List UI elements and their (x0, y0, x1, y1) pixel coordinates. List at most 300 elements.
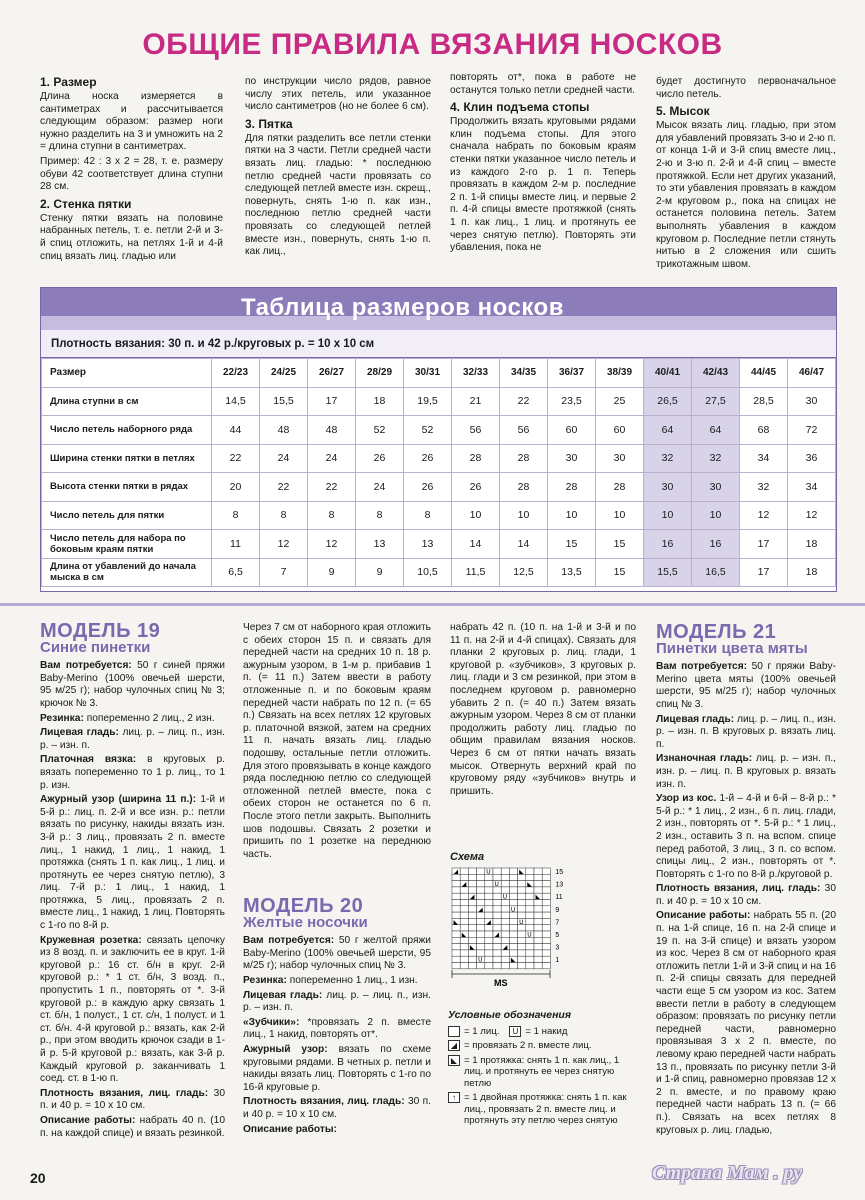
model20-picot: *провязать 2 п. вместе лиц., 1 накид, повторять от*. (243, 1016, 431, 1041)
chart-cell (534, 881, 542, 887)
chart-cell (542, 900, 550, 906)
chart-cell (493, 925, 501, 931)
knit-symbol-icon (448, 1026, 460, 1037)
model21-col (656, 621, 836, 1139)
size-table-cell: 15,5 (260, 387, 308, 416)
chart-cell (477, 893, 485, 899)
size-header-label: Размер (42, 359, 212, 388)
size-column-header: 32/33 (452, 359, 500, 388)
size-column-header: 30/31 (404, 359, 452, 388)
chart-cell (460, 944, 468, 950)
model19-desc-cont: Через 7 см от наборного края отложить с обеих сторон 15 п. и связать для передней части на средних 10 п. 18 р. ажурным узором, в 1-м р. прибавив 1 п. (= 11 п.) Затем ввести в работу отложенные п. и по боковым краям передней части набрать по 12 п. (= 65 п.) Связать на всех петлях 12 круговых р. платочной вязкой, затем на средних 11 п. начать вязать лиц. гладью подошву, остальные петли отложить. Для этого провязывать в конце каждого ряда последнюю петлю со следующей отложенной петлей вместе, пока с обеих сторон не останется по 6 п. После этого петли закрыть. Выполнить шов подошвы. Связать 2 розетки и пришить по 1 розетке на переднюю часть. (243, 622, 431, 860)
chart-cell (542, 963, 550, 969)
chart-cell (509, 944, 517, 950)
chart-cell (485, 893, 493, 899)
chart-cell (526, 956, 534, 962)
chart-cell (501, 918, 509, 924)
size-column-header: 44/45 (740, 359, 788, 388)
chart-cell (493, 918, 501, 924)
chart-cell (485, 900, 493, 906)
size-table-cell: 10 (452, 501, 500, 530)
chart-cell (485, 956, 493, 962)
page-title: ОБЩИЕ ПРАВИЛА ВЯЗАНИЯ НОСКОВ (142, 28, 723, 61)
model21-density: 30 п. и 40 р. = 10 х 10 см. (656, 883, 836, 907)
chart-stitch-symbol: ◣ (510, 956, 516, 964)
chart-cell (534, 887, 542, 893)
chart-cell (493, 950, 501, 956)
chart-cell (485, 912, 493, 918)
chart-cell (542, 950, 550, 956)
chart-cell (534, 950, 542, 956)
size-table-cell: 34 (740, 444, 788, 473)
chart-cell (509, 918, 517, 924)
chart-stitch-symbol: ◢ (502, 944, 508, 952)
chart-cell (509, 874, 517, 880)
section-gusset-text: Продолжить вязать круговыми рядами клин подъема стопы. Для этого сначала набрать по боковым краям стенки пятки указанное число петель и из каждого 2-го р. 1 п. Теперь провязать в каждом 2-м р. последние 2 п. 1-й спицы вместе лиц. и первые 2 п. 4-й спицы вместе протяжкой (снять 1 п. как лиц., 1 лиц. и протянуть ее через снятую петлю). Повторять эти убавления, пока не (450, 116, 636, 254)
size-table-cell: 28,5 (740, 387, 788, 416)
section-heel-wall-cont: по инструкции число рядов, равное числу этих петель, или указанное число сантиметров (но не более 6 см). (245, 76, 431, 113)
model19-desc: набрать 40 п. (10 п. на каждой спице) и вязать резинкой. (40, 1114, 225, 1139)
chart-cell (534, 963, 542, 969)
chart-cell (468, 931, 476, 937)
chart-cell (518, 937, 526, 943)
size-table-cell: 44 (212, 416, 260, 445)
model20-need: 50 г желтой пряжи Baby-Merino (100% овечьей шерсти, 95 м/25 г); набор чулочных спиц № 3. (243, 935, 431, 972)
size-table-cell: 22 (212, 444, 260, 473)
model21-reverse: лиц. р. – изн. п., изн. р. – лиц. п. В круговых р. вязать изн. п. (656, 753, 836, 790)
chart-cell (452, 931, 460, 937)
size-table-cell: 23,5 (548, 387, 596, 416)
size-column-header: 34/35 (500, 359, 548, 388)
chart-cell (509, 868, 517, 874)
size-table-cell: 8 (212, 501, 260, 530)
chart-cell (460, 925, 468, 931)
chart-cell (485, 963, 493, 969)
chart-stitch-symbol: ◣ (527, 881, 532, 889)
size-table-cell: 68 (740, 416, 788, 445)
chart-cell (452, 963, 460, 969)
size-table-cell: 64 (644, 416, 692, 445)
size-table-cell: 10 (692, 501, 740, 530)
chart-cell (542, 893, 550, 899)
rules-col-1 (40, 72, 223, 265)
size-column-header: 40/41 (644, 359, 692, 388)
chart-row-number: 1 (555, 957, 560, 965)
chart-cell (509, 937, 517, 943)
size-table-cell: 26 (452, 473, 500, 502)
model20-lace: вязать по схеме круговыми рядами. В четных р. петли и накиды вязать лиц. Повторять с 1-го по 16-й круговые р. (243, 1043, 431, 1093)
schema-label: Схема (450, 851, 485, 863)
model19-density-label: Плотность вязания, лиц. гладь: (40, 1087, 209, 1099)
chart-cell (452, 956, 460, 962)
size-table-cell: 15 (596, 530, 644, 559)
size-table-cell: 7 (260, 558, 308, 587)
size-table-cell: 10,5 (404, 558, 452, 587)
chart-stitch-symbol: ◣ (469, 944, 475, 952)
chart-cell (468, 906, 476, 912)
chart-cell (518, 906, 526, 912)
size-table-cell: 48 (308, 416, 356, 445)
size-table-cell: 14,5 (212, 387, 260, 416)
size-column-header: 42/43 (692, 359, 740, 388)
size-row-label: Число петель для набора по боковым краям пятки (42, 530, 212, 559)
chart-cell (477, 925, 485, 931)
size-table-cell: 15 (596, 558, 644, 587)
chart-cell (468, 912, 476, 918)
legend-item (448, 1040, 628, 1052)
size-table-cell: 30 (788, 387, 836, 416)
chart-cell (452, 881, 460, 887)
chart-cell (493, 944, 501, 950)
chart-cell (452, 893, 460, 899)
size-table-cell: 52 (356, 416, 404, 445)
model19-rib: попеременно 2 лиц., 2 изн. (86, 712, 215, 724)
chart-cell (501, 963, 509, 969)
size-table-cell: 18 (788, 558, 836, 587)
chart-cell (493, 874, 501, 880)
size-table-cell: 12 (260, 530, 308, 559)
chart-stitch-symbol: ◢ (478, 906, 483, 914)
chart-cell (485, 887, 493, 893)
chart-cell (509, 931, 517, 937)
size-table-cell: 25 (596, 387, 644, 416)
chart-cell (534, 912, 542, 918)
chart-cell (468, 887, 476, 893)
chart-cell (477, 950, 485, 956)
chart-cell (485, 937, 493, 943)
k2tog-symbol-icon: ◢ (448, 1040, 460, 1051)
size-table-cell: 10 (500, 501, 548, 530)
legend-text: = 1 накид (525, 1025, 568, 1037)
double-decrease-symbol-icon: ↑ (448, 1092, 460, 1103)
chart-cell (518, 963, 526, 969)
size-table-grid (41, 358, 836, 587)
chart-legend (448, 1010, 628, 1130)
legend-text: = 1 протяжка: снять 1 п. как лиц., 1 лиц. и протянуть ее через снятую петлю (464, 1054, 620, 1089)
chart-stitch-symbol: ◣ (453, 918, 459, 926)
size-column-header: 36/37 (548, 359, 596, 388)
size-table-cell: 10 (644, 501, 692, 530)
chart-cell (542, 925, 550, 931)
model20-rib: попеременно 1 лиц., 1 изн. (289, 974, 418, 986)
model19-col-b (243, 622, 431, 863)
chart-row-number: 5 (555, 932, 560, 939)
size-row-label: Длина ступни в см (42, 387, 212, 416)
chart-cell (460, 956, 468, 962)
chart-cell (542, 944, 550, 950)
lace-chart (450, 866, 580, 991)
size-table-cell: 26 (404, 444, 452, 473)
size-table-cell: 17 (740, 530, 788, 559)
chart-cell (534, 918, 542, 924)
legend-title: Условные обозначения (448, 1009, 572, 1021)
section-gusset-cont: будет достигнуто первоначальное число петель. (656, 76, 836, 100)
chart-cell (526, 918, 534, 924)
size-table-cell: 26 (404, 473, 452, 502)
chart-cell (542, 881, 550, 887)
size-table-cell: 15 (548, 530, 596, 559)
size-table-cell: 16,5 (692, 558, 740, 587)
chart-cell (509, 925, 517, 931)
size-table-cell: 24 (260, 444, 308, 473)
chart-cell (477, 931, 485, 937)
size-table-cell: 20 (212, 473, 260, 502)
chart-cell (526, 874, 534, 880)
chart-cell (518, 881, 526, 887)
size-row-label: Число петель для пятки (42, 501, 212, 530)
model19-lace-label: Ажурный узор (ширина 11 п.): (40, 794, 197, 806)
chart-cell (493, 900, 501, 906)
section-heel-title: 3. Пятка (245, 116, 293, 131)
model20-desc: набрать 42 п. (10 п. на 1-й и 3-й и по 11 п. на 2-й и 4-й спицах). Связать для планки 2 круговых р. лиц. глади, 1 круговой р. «зубчиков», 3 круговых р. лиц. глади и 3 см резинкой, при этом в последнем круговом р. равномерно убавить 2 п. (= 40 п.) Затем вязать ажурным узором. Через 8 см от планки продолжить работу лиц. гладью по общим правилам вязания носков. Через 6 см от пятки начать вязать мысок. Отвернуть верхний край по круговому ряду «зубчиков» внутрь и пришить. (450, 622, 636, 797)
chart-cell (460, 868, 468, 874)
section-size-text: Длина носка измеряется в сантиметрах и рассчитывается следующим образом: размер ноги нужно разделить на 3 и умножить на 2 = длина ступни в сантиметрах. (40, 91, 223, 153)
size-table-cell: 21 (452, 387, 500, 416)
size-table-cell: 26,5 (644, 387, 692, 416)
size-table-cell: 13 (404, 530, 452, 559)
size-table-cell: 52 (404, 416, 452, 445)
section-gusset-title: 4. Клин подъема стопы (450, 100, 590, 115)
size-table-header-row (42, 359, 836, 388)
size-table-row (42, 558, 836, 587)
model19-rosette: связать цепочку из 8 возд. п. и заключить ее в круг. 1-й круговой р.: 16 ст. б/н в круг. 2-й круговой р.: * 1 ст. б/н, 3 возд. п., пропустить 1 п., повторять от *. 3-й круговой р.: в каждую арку связать 1 ст. б/н, 1 полуст., 1 ст. с/н, 1 полуст. и 1 ст. б/н. 4-й круговой р.: вязать, как 2-й р., при этом вводить крючок сзади в 1-й р. 5-й круговой р.: вязать, как 3-й р. Каждый круговой р. заканчивать 1 соед. ст. в 1-ю п. (40, 934, 225, 1085)
chart-cell (518, 887, 526, 893)
size-table-row (42, 387, 836, 416)
size-table-cell: 14 (500, 530, 548, 559)
chart-row-number: 3 (555, 944, 560, 952)
size-table-cell: 30 (596, 444, 644, 473)
size-table-cell: 28 (596, 473, 644, 502)
chart-stitch-symbol: ◢ (469, 893, 475, 901)
chart-cell (534, 931, 542, 937)
model20-title: МОДЕЛЬ 20 (243, 895, 364, 917)
chart-cell (452, 950, 460, 956)
chart-row-number: 7 (555, 919, 560, 927)
chart-cell (452, 900, 460, 906)
size-table-cell: 14 (452, 530, 500, 559)
chart-cell (542, 937, 550, 943)
chart-cell (526, 963, 534, 969)
size-table-title: Таблица размеров носков (241, 294, 564, 321)
chart-cell (526, 906, 534, 912)
chart-cell (477, 937, 485, 943)
chart-cell (534, 868, 542, 874)
chart-cell (468, 874, 476, 880)
legend-item (448, 1092, 628, 1127)
chart-stitch-symbol: ◢ (494, 931, 500, 939)
chart-cell (460, 918, 468, 924)
chart-cell (468, 918, 476, 924)
size-table-cell: 9 (356, 558, 404, 587)
size-column-header: 24/25 (260, 359, 308, 388)
chart-cell (485, 881, 493, 887)
size-table-cell: 13,5 (548, 558, 596, 587)
chart-cell (501, 868, 509, 874)
model19-desc-label: Описание работы: (40, 1114, 136, 1126)
chart-row-number: 13 (555, 881, 564, 889)
size-row-label: Длина от убавлений до начала мыска в см (42, 558, 212, 587)
chart-cell (542, 874, 550, 880)
chart-cell (542, 912, 550, 918)
size-table-header (41, 288, 836, 330)
chart-cell (542, 906, 550, 912)
size-table-cell: 10 (596, 501, 644, 530)
size-table-cell: 12,5 (500, 558, 548, 587)
model19-subtitle: Синие пинетки (40, 638, 151, 656)
chart-cell (526, 944, 534, 950)
size-table-cell: 16 (644, 530, 692, 559)
chart-stitch-symbol: ◣ (535, 893, 541, 901)
model21-cable-label: Узор из кос. (656, 793, 717, 805)
size-table-cell: 30 (644, 473, 692, 502)
model20-need-label: Вам потребуется: (243, 935, 335, 947)
model19-garter: в круговых р. вязать попеременно то 1 р. лиц., то 1 р. изн. (40, 754, 225, 791)
chart-cell (477, 868, 485, 874)
chart-cell (485, 944, 493, 950)
size-table-cell: 32 (740, 473, 788, 502)
size-table-cell: 22 (260, 473, 308, 502)
model21-title: МОДЕЛЬ 21 (656, 621, 777, 643)
chart-cell (501, 874, 509, 880)
legend-item (448, 1026, 628, 1038)
chart-cell (534, 925, 542, 931)
section-size-example: Пример: 42 : 3 х 2 = 28, т. е. размеру обуви 42 соответствует длина ступни 28 см. (40, 155, 223, 193)
chart-cell (485, 906, 493, 912)
size-table-cell: 30 (692, 473, 740, 502)
chart-cell (526, 893, 534, 899)
chart-cell (509, 881, 517, 887)
size-table-cell: 8 (404, 501, 452, 530)
size-table (40, 287, 837, 592)
size-column-header: 38/39 (596, 359, 644, 388)
chart-cell (493, 912, 501, 918)
model20-rib-label: Резинка: (243, 974, 287, 986)
model20-density: 30 п. и 40 р. = 10 х 10 см. (243, 1096, 431, 1120)
size-table-density: Плотность вязания: 30 п. и 42 р./круговых р. = 10 х 10 см (41, 330, 836, 358)
chart-cell (477, 881, 485, 887)
rules-col-4 (656, 76, 836, 273)
chart-row-number: 9 (555, 906, 560, 914)
chart-cell (509, 950, 517, 956)
size-table-cell: 64 (692, 416, 740, 445)
size-table-cell: 8 (308, 501, 356, 530)
chart-row-number: 15 (555, 869, 564, 876)
chart-cell (468, 963, 476, 969)
size-table-row (42, 473, 836, 502)
chart-cell (452, 906, 460, 912)
chart-cell (468, 925, 476, 931)
size-row-label: Ширина стенки пятки в петлях (42, 444, 212, 473)
section-heel-wall-text: Стенку пятки вязать на половине набранных петель, т. е. петли 2-й и 3-й спиц отложить, на петлях 1-й и 4-й спиц вязать лиц. гладью или (40, 212, 223, 262)
chart-cell (452, 887, 460, 893)
chart-cell (526, 950, 534, 956)
size-table-cell: 36 (788, 444, 836, 473)
model20-subtitle: Желтые носочки (243, 913, 368, 931)
chart-cell (452, 912, 460, 918)
chart-cell (460, 874, 468, 880)
model20-picot-label: «Зубчики»: (243, 1016, 300, 1028)
chart-cell (493, 906, 501, 912)
chart-stitch-symbol: U (494, 881, 499, 889)
chart-cell (460, 906, 468, 912)
rules-col-3 (450, 72, 636, 257)
chart-cell (460, 912, 468, 918)
size-column-header: 26/27 (308, 359, 356, 388)
section-heel-wall-title: 2. Стенка пятки (40, 196, 132, 211)
size-table-cell: 11 (212, 530, 260, 559)
model20-stockinette-label: Лицевая гладь: (243, 989, 323, 1001)
model20-col-b (450, 622, 636, 800)
size-table-cell: 60 (548, 416, 596, 445)
size-column-header: 46/47 (788, 359, 836, 388)
model21-subtitle: Пинетки цвета мяты (656, 639, 808, 657)
chart-cell (452, 937, 460, 943)
size-table-cell: 18 (356, 387, 404, 416)
model20-stockinette: лиц. р. – лиц. п., изн. р. – изн. п. (243, 989, 431, 1014)
page-number: 20 (30, 1170, 46, 1186)
chart-stitch-symbol: ◣ (461, 931, 467, 939)
chart-stitch-symbol: ◣ (519, 868, 524, 876)
size-row-label: Число петель наборного ряда (42, 416, 212, 445)
size-column-header: 22/23 (212, 359, 260, 388)
chart-repeat-label: MS (494, 978, 508, 988)
size-table-cell: 32 (692, 444, 740, 473)
size-table-cell: 22 (500, 387, 548, 416)
chart-cell (509, 887, 517, 893)
legend-text: = 1 лиц. (464, 1025, 500, 1037)
model19-stockinette: лиц. р. – лиц. п., изн. р. – изн. п. (40, 727, 225, 751)
size-table-cell: 8 (356, 501, 404, 530)
model21-cable: 1-й – 4-й и 6-й – 8-й р.: * 5-й р.: * 1 лиц., 2 изн., 6 п. лиц. глади, 2 изн., повторять от *. 5-й р.: * 1 лиц., 2 изн., оставить 3 п. на вспом. спице перед работой, 3 лиц., 3 п. со вспом. спицы лиц., 2 изн., повторять от *. Повторять с 1-го по 8-й р./круговой р. (656, 793, 836, 880)
chart-cell (468, 881, 476, 887)
size-table-cell: 12 (788, 501, 836, 530)
legend-item (448, 1055, 628, 1090)
model19-garter-label: Платочная вязка: (40, 754, 137, 766)
ssk-symbol-icon: ◣ (448, 1055, 460, 1066)
chart-cell (534, 956, 542, 962)
model20-density-label: Плотность вязания, лиц. гладь: (243, 1096, 405, 1108)
model20-col-a (243, 895, 431, 1138)
section-toe-title: 5. Мысок (656, 104, 710, 119)
chart-cell (542, 887, 550, 893)
size-table-cell: 13 (356, 530, 404, 559)
chart-cell (526, 925, 534, 931)
chart-cell (477, 874, 485, 880)
chart-cell (534, 874, 542, 880)
chart-cell (534, 906, 542, 912)
chart-cell (509, 900, 517, 906)
chart-stitch-symbol: U (486, 868, 491, 876)
size-table-cell: 16 (692, 530, 740, 559)
model19-lace: 1-й и 5-й р.: лиц. п. 2-й и все изн. р.: петли вязать по рисунку, накиды вязать изн. 3-й р.: 3 лиц., провязать 2 п. вместе лиц., 1 накид, 1 лиц., 1 накид, 1 протяжка (снять 1 п. как лиц., 1 лиц. и протянуть ее через снятую петлю), 3 лиц. 7-й р.: 1 лиц., 1 накид, 1 протяжка, 5 лиц., провязать 2 п. вместе лиц., 1 накид, 1 лиц. Повторять с 1-го по 8-й р. (40, 794, 225, 932)
model21-desc-label: Описание работы: (656, 910, 751, 922)
chart-cell (518, 912, 526, 918)
model19-col-a (40, 620, 225, 1142)
chart-cell (452, 944, 460, 950)
model19-stockinette-label: Лицевая гладь: (40, 727, 119, 739)
chart-cell (542, 956, 550, 962)
size-column-header: 28/29 (356, 359, 404, 388)
model19-rib-label: Резинка: (40, 712, 84, 724)
chart-cell (501, 925, 509, 931)
size-row-label: Высота стенки пятки в рядах (42, 473, 212, 502)
size-table-cell: 17 (308, 387, 356, 416)
size-table-cell: 34 (788, 473, 836, 502)
size-table-cell: 12 (308, 530, 356, 559)
size-table-cell: 18 (788, 530, 836, 559)
chart-cell (501, 906, 509, 912)
chart-cell (468, 956, 476, 962)
